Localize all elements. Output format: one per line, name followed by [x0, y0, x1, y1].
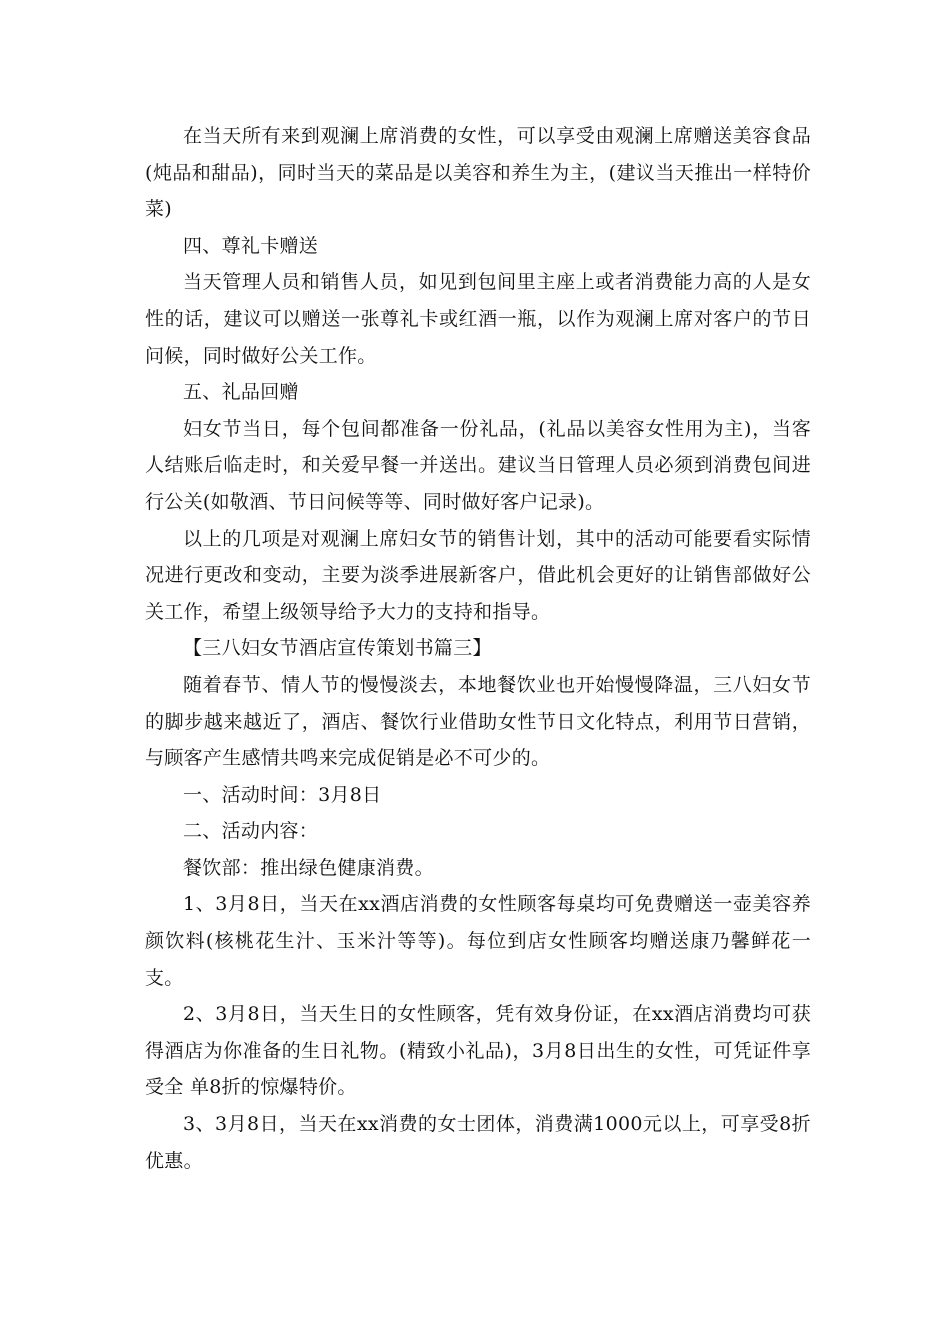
heading-catering-dept: 餐饮部：推出绿色健康消费。 [183, 856, 434, 879]
list-item-3: 3、3月8日，当天在xx消费的女士团体，消费满1000元以上，可享受8折优惠。 [145, 1113, 811, 1172]
list-item-2: 2、3月8日，当天生日的女性顾客，凭有效身份证，在xx酒店消费均可获得酒店为你准备的生日礼物。(精致小礼品)，3月8日出生的女性，可凭证件享受全 单8折的惊爆特价。 [145, 1003, 811, 1099]
section-title-part-three: 【三八妇女节酒店宣传策划书篇三】 [183, 637, 492, 660]
paragraph-summary: 以上的几项是对观澜上席妇女节的销售计划，其中的活动可能要看实际情况进行更改和变动，主要为淡季进展新客户，借此机会更好的让销售部做好公关工作，希望上级领导给予大力的支持和指导。 [145, 527, 811, 623]
heading-activity-time: 一、活动时间：3月8日 [183, 783, 382, 806]
heading-activity-content: 二、活动内容： [183, 820, 319, 843]
heading-honor-card: 四、尊礼卡赠送 [183, 234, 319, 257]
list-item-1: 1、3月8日，当天在xx酒店消费的女性顾客每桌均可免费赠送一壶美容养颜饮料(核桃花生汁、玉米汁等等)。每位到店女性顾客均赠送康乃馨鲜花一支。 [145, 893, 811, 989]
heading-gift-return: 五、礼品回赠 [183, 381, 299, 404]
paragraph-honor-card: 当天管理人员和销售人员，如见到包间里主座上或者消费能力高的人是女性的话，建议可以赠送一张尊礼卡或红酒一瓶，以作为观澜上席对客户的节日问候，同时做好公关工作。 [145, 271, 811, 367]
paragraph-intro: 随着春节、情人节的慢慢淡去，本地餐饮业也开始慢慢降温，三八妇女节的脚步越来越近了，酒店、餐饮行业借助女性节日文化特点，利用节日营销，与顾客产生感情共鸣来完成促销是必不可少的。 [145, 673, 811, 770]
document-body [145, 118, 811, 1179]
paragraph-gift-return: 妇女节当日，每个包间都准备一份礼品，(礼品以美容女性用为主)，当客人结账后临走时，和关爱早餐一并送出。建议当日管理人员必须到消费包间进行公关(如敬酒、节日问候等等、同时做好客户记录)。 [145, 417, 811, 513]
paragraph-beauty-food: 在当天所有来到观澜上席消费的女性，可以享受由观澜上席赠送美容食品(炖品和甜品)，同时当天的菜品是以美容和养生为主，(建议当天推出一样特价菜) [145, 125, 811, 221]
